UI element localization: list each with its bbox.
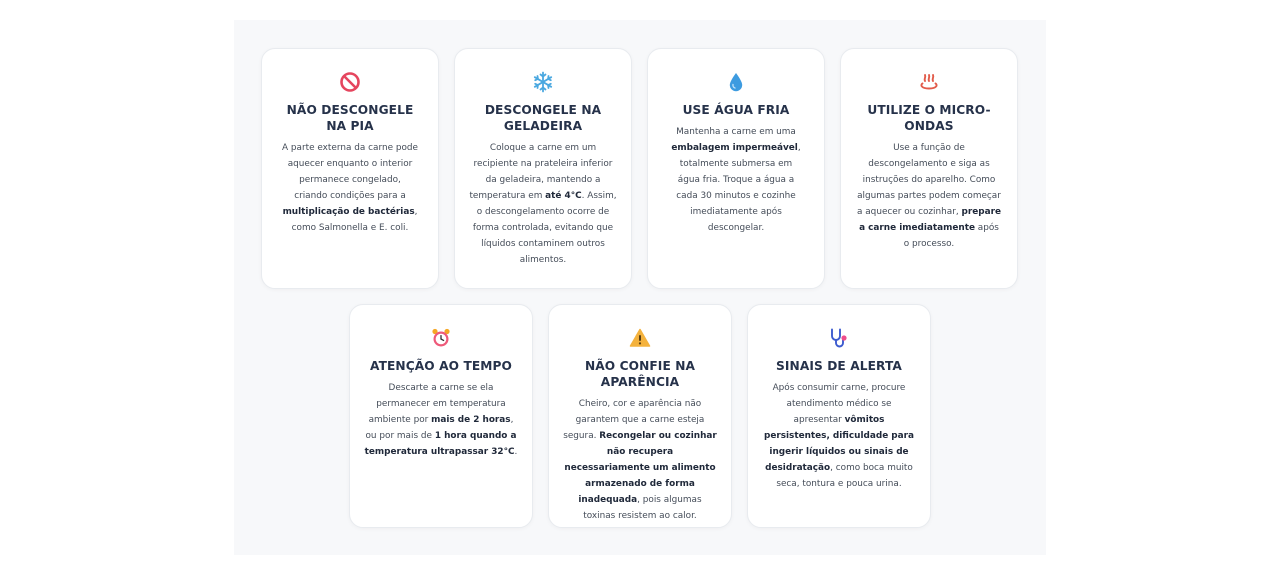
card-title: ATENÇÃO AO TEMPO <box>370 359 512 373</box>
droplet-icon <box>725 71 747 93</box>
card-atencao-ao-tempo <box>349 304 533 528</box>
card-title: USE ÁGUA FRIA <box>682 103 790 117</box>
card-sinais-de-alerta <box>747 304 931 528</box>
card-use-agua-fria <box>647 48 825 289</box>
card-title: NÃO DESCONGELE NA PIA <box>286 103 414 133</box>
card-nao-descongele-na-pia <box>261 48 439 289</box>
card-text: Após consumir carne, procure atendimento médico se apresentar vômitos persistentes, dificuldade para ingerir líquidos ou sinais de desidratação, como boca muito seca, tontura e pouca urina. <box>763 383 915 489</box>
card-title: DESCONGELE NA GELADEIRA <box>484 103 602 133</box>
card-text: Mantenha a carne em uma embalagem impermeável, totalmente submersa em água fria. Troque a água a cada 30 minutos e cozinhe imediatamente após descongelar. <box>671 127 801 233</box>
card-title: NÃO CONFIE NA APARÊNCIA <box>584 359 696 389</box>
card-title: UTILIZE O MICRO-ONDAS <box>867 103 991 133</box>
card-text: Descarte a carne se ela permanecer em temperatura ambiente por mais de 2 horas, ou por mais de 1 hora quando a temperatura ultrapassar 32°C. <box>364 383 518 457</box>
alarm-clock-icon <box>430 327 452 349</box>
card-descongele-na-geladeira <box>454 48 632 289</box>
card-text: Coloque a carne em um recipiente na prateleira inferior da geladeira, mantendo a temperatura em até 4°C. Assim, o descongelamento ocorre de forma controlada, evitando que líquidos contaminem outros alimentos. <box>469 143 617 265</box>
warning-icon <box>629 327 651 349</box>
prohibited-icon <box>339 71 361 93</box>
hot-springs-icon <box>918 71 940 93</box>
card-title: SINAIS DE ALERTA <box>776 359 902 373</box>
stethoscope-icon <box>828 327 850 349</box>
card-text: A parte externa da carne pode aquecer enquanto o interior permanece congelado, criando condições para a multiplicação de bactérias, como Salmonella e E. coli. <box>282 143 419 233</box>
card-nao-confie-na-aparencia <box>548 304 732 528</box>
card-text: Use a função de descongelamento e siga as instruções do aparelho. Como algumas partes podem começar a aquecer ou cozinhar, prepare a carne imediatamente após o processo. <box>856 143 1001 249</box>
snowflake-icon <box>532 71 554 93</box>
card-utilize-o-micro-ondas <box>840 48 1018 289</box>
card-text: Cheiro, cor e aparência não garantem que a carne esteja segura. Recongelar ou cozinhar não recupera necessariamente um alimento armazenado de forma inadequada, pois algumas toxinas resistem ao calor. <box>563 399 717 521</box>
